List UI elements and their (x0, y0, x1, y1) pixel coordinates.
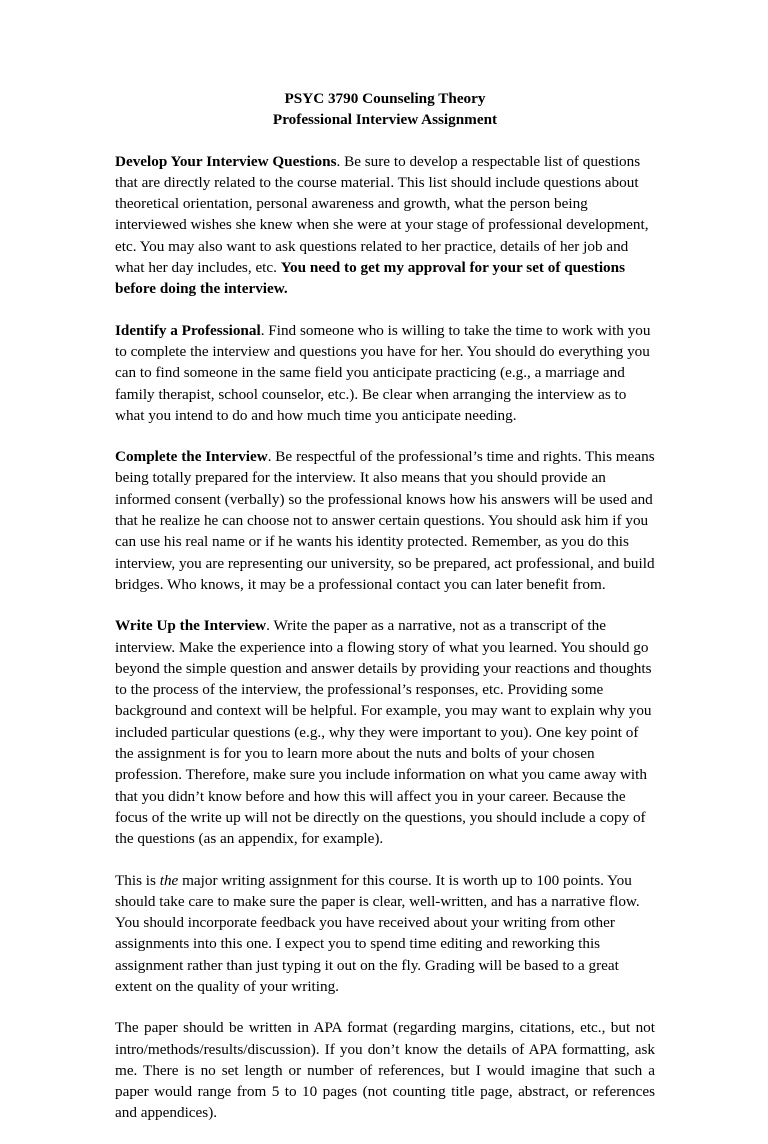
emphasis-word: the (159, 871, 179, 889)
title-block (115, 88, 655, 131)
section-body: . Be respectful of the professional’s time and rights. This means being totally prepared for the interview. It also means that you should provide an informed consent (verbally) so the professional knows how his answers will be used and that he realize he can choose not to answer certain questions. You should ask him if you can use his real name or if he wants his identity protected. Remember, as you do this interview, you are representing our university, so be prepared, act professional, and build bridges. Who knows, it may be a professional contact you can later benefit from. (115, 448, 655, 593)
section-complete-interview (115, 446, 655, 595)
section-body: . Be sure to develop a respectable list of questions that are directly related to the course material. This list should include questions about theoretical orientation, personal awareness and growth, what the person being interviewed wishes she knew when she were at your stage of professional development, etc. You may also want to ask questions related to her practice, details of her job and what her day includes, etc. (115, 152, 649, 277)
section-body: . Write the paper as a narrative, not as a transcript of the interview. Make the experience into a flowing story of what you learned. You should go beyond the simple question and answer details by providing your reactions and thoughts to the process of the interview, the professional’s responses, etc. Providing some background and context will be helpful. For example, you may want to explain why you included particular questions (e.g., why they were important to you). One key point of the assignment is for you to learn more about the nuts and bolts of your chosen profession. Therefore, make sure you include information on what you came away with that you didn’t know before and how this will affect you in your career. Because the focus of the write up will not be directly on the questions, you should include a copy of the questions (as an appendix, for example). (115, 617, 652, 848)
section-body: The paper should be written in APA format (regarding margins, citations, etc., but not intro/methods/results/discussion). If you don’t know the details of APA formatting, ask me. There is no set length or number of references, but I would imagine that such a paper would range from 5 to 10 pages (not counting title page, abstract, or references and appendices). (115, 1019, 655, 1122)
section-heading: Write Up the Interview (115, 617, 267, 635)
course-title: PSYC 3790 Counseling Theory (284, 90, 486, 107)
section-heading: Complete the Interview (115, 448, 268, 466)
section-body: major writing assignment for this course. It is worth up to 100 points. You should take care to make sure the paper is clear, well-written, and has a narrative flow. You should incorporate feedback you have received about your writing from other assignments into this one. I expect you to spend time editing and reworking this assignment rather than just typing it out on the fly. Grading will be based to a great extent on the quality of your writing. (115, 871, 640, 995)
section-write-up (115, 615, 655, 849)
section-heading: Develop Your Interview Questions (115, 152, 337, 170)
assignment-title: Professional Interview Assignment (272, 111, 498, 129)
section-apa-format (115, 1017, 655, 1123)
section-major-assignment (115, 870, 655, 998)
paragraph-prefix: This is (115, 871, 160, 889)
section-identify-professional (115, 320, 655, 426)
section-develop-questions (115, 151, 655, 300)
section-body: . Find someone who is willing to take the time to work with you to complete the interview and questions you have for her. You should do everything you can to find someone in the same field you anticipate practicing (e.g., a marriage and family therapist, school counselor, etc.). Be clear when arranging the interview as to what you intend to do and how much time you anticipate needing. (115, 321, 651, 424)
section-heading: Identify a Professional (115, 321, 261, 339)
approval-note: You need to get my approval for your set of questions before doing the interview. (115, 259, 626, 298)
document-page (115, 88, 655, 1144)
